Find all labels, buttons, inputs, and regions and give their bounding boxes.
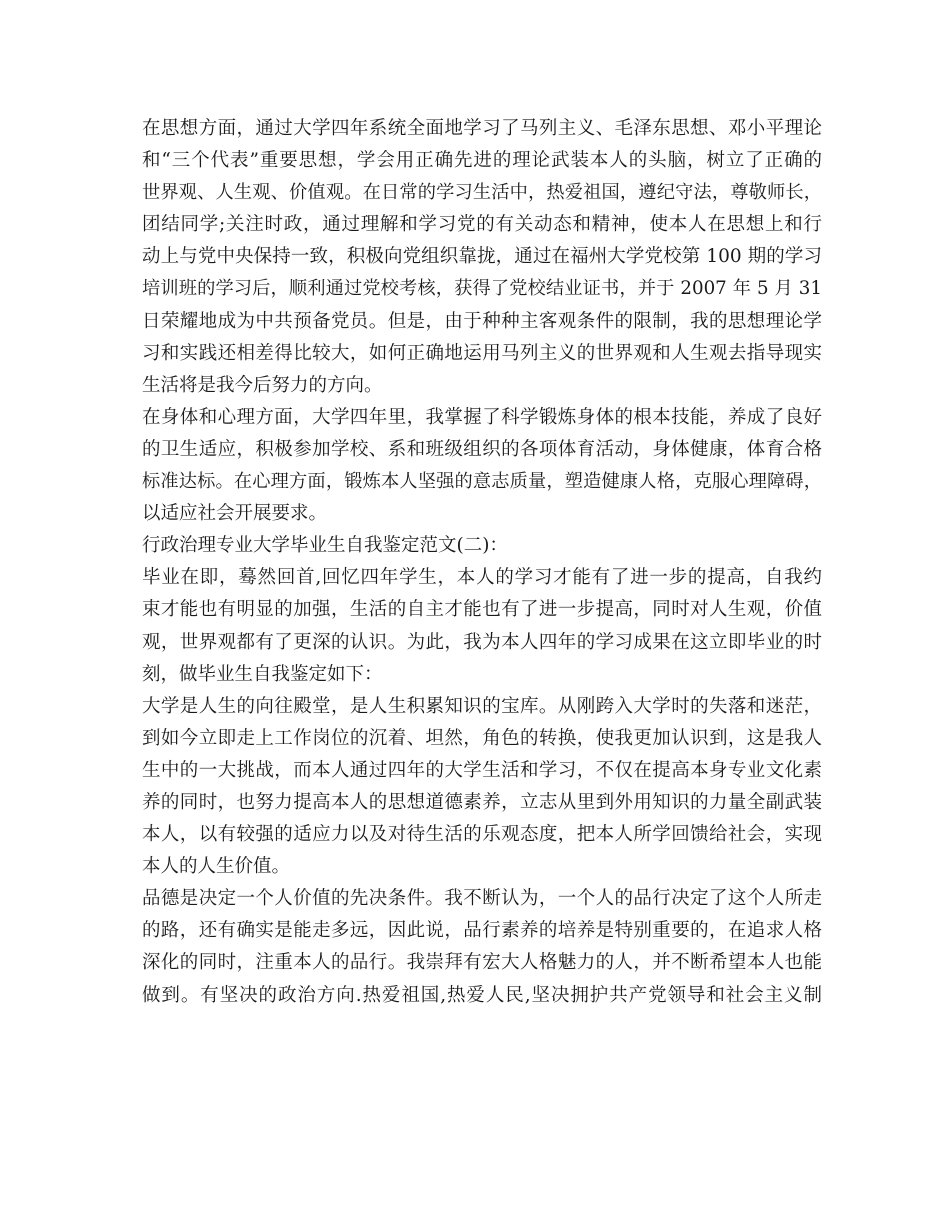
text-line: 束才能也有明显的加强，生活的自主才能也有了进一步提高，同时对人生观，价值 — [142, 599, 822, 621]
text-line: 的卫生适应，积极参加学校、系和班级组织的各项体育活动，身体健康，体育合格 — [142, 438, 822, 460]
text-line: 日荣耀地成为中共预备党员。但是，由于种种主客观条件的限制，我的思想理论学 — [142, 310, 822, 332]
text-line: 刻，做毕业生自我鉴定如下： — [142, 663, 383, 685]
text-line: 观，世界观都有了更深的认识。为此，我为本人四年的学习成果在这立即毕业的时 — [142, 631, 822, 653]
text-line: 培训班的学习后，顺利通过党校考核，获得了党校结业证书，并于 2007 年 5 月 31 — [142, 278, 822, 300]
document-body — [142, 113, 822, 1012]
text-line: 本人的人生价值。 — [142, 856, 291, 878]
text-line: 毕业在即，蓦然回首,回忆四年学生，本人的学习才能有了进一步的提高，自我约 — [142, 567, 822, 589]
text-line: 大学是人生的向往殿堂，是人生积累知识的宝库。从刚跨入大学时的失落和迷茫， — [142, 695, 822, 717]
text-line: 品德是决定一个人价值的先决条件。我不断认为，一个人的品行决定了这个人所走 — [142, 888, 822, 910]
text-line: 世界观、人生观、价值观。在日常的学习生活中，热爱祖国，遵纪守法，尊敬师长， — [142, 182, 822, 204]
text-line: 团结同学;关注时政，通过理解和学习党的有关动态和精神，使本人在思想上和行 — [142, 214, 822, 236]
text-line: 生中的一大挑战，而本人通过四年的大学生活和学习，不仅在提高本身专业文化素 — [142, 759, 822, 781]
text-line: 本人，以有较强的适应力以及对待生活的乐观态度，把本人所学回馈给社会，实现 — [142, 824, 822, 846]
text-line: 养的同时，也努力提高本人的思想道德素养，立志从里到外用知识的力量全副武装 — [142, 791, 822, 813]
text-line: 生活将是我今后努力的方向。 — [142, 374, 383, 396]
text-line: 标准达标。在心理方面，锻炼本人坚强的意志质量，塑造健康人格，克服心理障碍， — [142, 471, 822, 493]
text-line: 的路，还有确实是能走多远，因此说，品行素养的培养是特别重要的，在追求人格 — [142, 920, 822, 942]
text-line: 习和实践还相差得比较大，如何正确地运用马列主义的世界观和人生观去指导现实 — [142, 342, 822, 364]
section-heading: 行政治理专业大学毕业生自我鉴定范文(二)： — [142, 535, 508, 557]
text-line: 到如今立即走上工作岗位的沉着、坦然，角色的转换，使我更加认识到，这是我人 — [142, 727, 822, 749]
text-line: 以适应社会开展要求。 — [142, 503, 328, 525]
text-line: 动上与党中央保持一致，积极向党组织靠拢，通过在福州大学党校第 100 期的学习 — [142, 246, 822, 268]
text-line: 做到。有坚决的政治方向.热爱祖国,热爱人民,坚决拥护共产党领导和社会主义制 — [142, 984, 822, 1006]
text-line: 在思想方面，通过大学四年系统全面地学习了马列主义、毛泽东思想、邓小平理论 — [142, 118, 822, 139]
text-line: 深化的同时，注重本人的品行。我崇拜有宏大人格魅力的人，并不断希望本人也能 — [142, 952, 822, 974]
text-line: 在身体和心理方面，大学四年里，我掌握了科学锻炼身体的根本技能，养成了良好 — [142, 406, 822, 428]
text-line: 和“三个代表”重要思想，学会用正确先进的理论武装本人的头脑，树立了正确的 — [142, 150, 822, 172]
